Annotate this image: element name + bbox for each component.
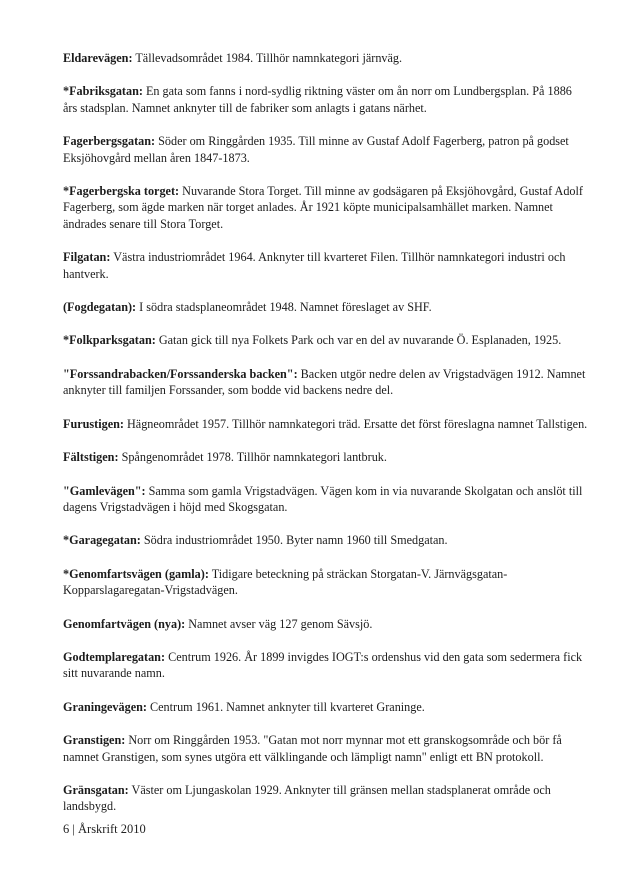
entry-term: *Folkparksgatan: xyxy=(63,333,156,348)
entry-text: Spångenområdet 1978. Tillhör namnkategori lantbruk. xyxy=(121,450,387,465)
entry-text: Tidigare beteckning på sträckan Storgatan-V. Järnvägsgatan-Kopparslagaregatan-Vrigstadvägen. xyxy=(63,566,508,598)
entry-term: "Gamlevägen": xyxy=(63,483,146,498)
entry-text: Norr om Ringgården 1953. "Gatan mot norr mynnar mot ett granskogsområde och bör få namnet Granstigen, som synes utgöra ett välklingande och lämpligt namn" enligt ett BN protokoll. xyxy=(63,733,562,764)
entry-term: Fagerbergsgatan: xyxy=(63,134,156,149)
entry-term: *Fagerbergska torget: xyxy=(63,184,180,199)
entry-text: Centrum 1961. Namnet anknyter till kvarteret Graninge. xyxy=(150,699,425,714)
entry-fabriksgatan xyxy=(63,83,588,116)
entry-gamlevagen xyxy=(63,483,588,516)
entry-term: Godtemplaregatan: xyxy=(63,649,166,664)
entry-term: Graningevägen: xyxy=(63,699,147,714)
entry-eldarevagen xyxy=(63,50,588,66)
entry-term: Eldarevägen: xyxy=(63,51,133,65)
entry-term: Filgatan: xyxy=(63,250,111,265)
entry-text: Gatan gick till nya Folkets Park och var en del av nuvarande Ö. Esplanaden, 1925. xyxy=(158,333,562,348)
entry-term: *Genomfartsvägen (gamla): xyxy=(63,566,209,581)
entry-term: Genomfartvägen (nya): xyxy=(63,616,186,631)
entry-faltstigen xyxy=(63,449,588,465)
entry-text: Söder om Ringgården 1935. Till minne av Gustaf Adolf Fagerberg, patron på godset Eksjöhovgård mellan åren 1847-1873. xyxy=(63,134,569,165)
entry-forssandrabacken xyxy=(63,366,588,399)
entry-term: *Garagegatan: xyxy=(63,533,141,548)
entry-list xyxy=(63,50,588,832)
entry-genomfartsvagen-gamla xyxy=(63,566,588,599)
entry-fagerbergska-torget xyxy=(63,183,588,232)
entry-term: *Fabriksgatan: xyxy=(63,84,143,99)
entry-garagegatan xyxy=(63,532,588,548)
entry-term: Furustigen: xyxy=(63,416,124,431)
entry-text: Södra industriområdet 1950. Byter namn 1960 till Smedgatan. xyxy=(143,533,448,548)
entry-text: En gata som fanns i nord-sydlig riktning väster om ån norr om Lundbergsplan. På 1886 års stadsplan. Namnet anknyter till de fabriker som anlagts i gatans närhet. xyxy=(63,84,572,115)
entry-text: Nuvarande Stora Torget. Till minne av godsägaren på Eksjöhovgård, Gustaf Adolf Fagerberg, som ägde marken när torget anlades. År 1921 köpte municipalsamhället marken. Namnet ändrades senare till Stora Torget. xyxy=(63,184,583,231)
entry-godtemplaregatan xyxy=(63,649,588,682)
entry-text: Samma som gamla Vrigstadvägen. Vägen kom in via nuvarande Skolgatan och anslöt till dagens Vrigstadvägen i höjd med Skogsgatan. xyxy=(63,483,583,514)
entry-folkparksgatan xyxy=(63,332,588,348)
entry-granstigen xyxy=(63,732,588,765)
entry-gransgatan xyxy=(63,782,588,815)
entry-text: Hägneområdet 1957. Tillhör namnkategori träd. Ersatte det först föreslagna namnet Tallstigen. xyxy=(126,416,588,431)
entry-graningevagen xyxy=(63,699,588,715)
page-footer: 6 | Årskrift 2010 xyxy=(63,822,146,836)
entry-text: Centrum 1926. År 1899 invigdes IOGT:s ordenshus vid den gata som sedermera fick sitt nuvarande namn. xyxy=(63,649,583,681)
entry-text: Backen utgör nedre delen av Vrigstadvägen 1912. Namnet anknyter till familjen Forssander, som bodde vid backens nedre del. xyxy=(63,366,586,398)
entry-term: Gränsgatan: xyxy=(63,782,129,797)
entry-term: "Forssandrabacken/Forssanderska backen": xyxy=(63,366,298,381)
entry-text: I södra stadsplaneområdet 1948. Namnet föreslaget av SHF. xyxy=(139,300,432,315)
entry-text: Namnet avser väg 127 genom Sävsjö. xyxy=(188,616,373,631)
entry-term: Granstigen: xyxy=(63,733,126,748)
entry-fogdegatan xyxy=(63,299,588,315)
entry-filgatan xyxy=(63,249,588,282)
entry-furustigen xyxy=(63,416,588,432)
entry-term: Fältstigen: xyxy=(63,450,119,465)
entry-text: Väster om Ljungaskolan 1929. Anknyter till gränsen mellan stadsplanerat område och landsbygd. xyxy=(63,782,551,814)
entry-text: Västra industriområdet 1964. Anknyter till kvarteret Filen. Tillhör namnkategori industri och hantverk. xyxy=(63,250,566,281)
entry-genomfartvagen-nya xyxy=(63,616,588,632)
entry-term: (Fogdegatan): xyxy=(63,300,137,315)
entry-text: Tällevadsområdet 1984. Tillhör namnkategori järnväg. xyxy=(135,51,403,65)
entry-fagerbergsgatan xyxy=(63,133,588,166)
